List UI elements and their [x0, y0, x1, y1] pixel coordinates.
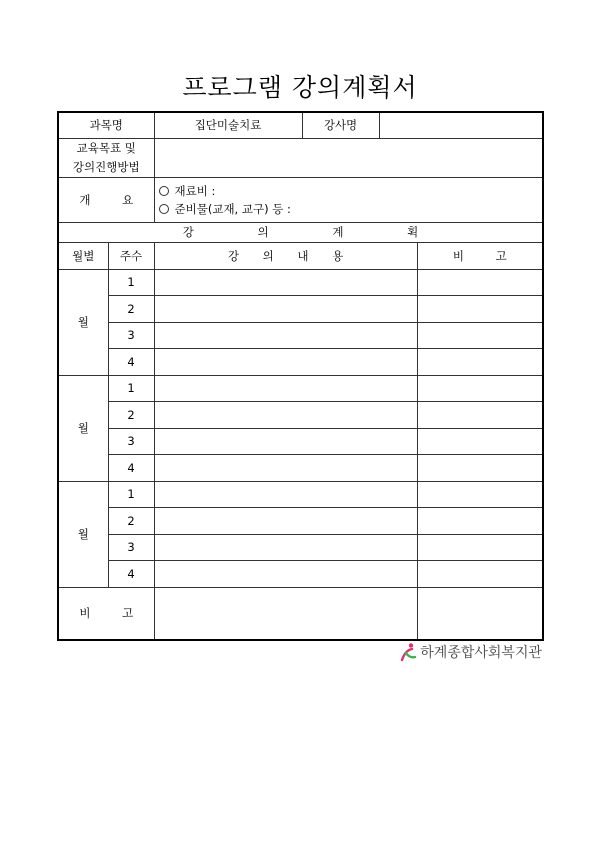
lecture-plan-form — [57, 111, 544, 641]
col-content-header: 강 의 내 용 — [154, 242, 417, 269]
objective-label — [58, 138, 154, 177]
remarks-cell[interactable] — [417, 296, 543, 323]
content-cell[interactable] — [154, 481, 417, 508]
instructor-label: 강사명 — [302, 112, 379, 138]
remarks-cell[interactable] — [417, 269, 543, 296]
overview-item: 재료비 : — [155, 182, 543, 200]
footer-remarks-label: 비 고 — [58, 587, 154, 640]
week-number: 2 — [108, 508, 154, 535]
content-cell[interactable] — [154, 561, 417, 588]
col-month-header: 월별 — [58, 242, 108, 269]
month-cell[interactable]: 월 — [58, 269, 108, 375]
remarks-cell[interactable] — [417, 508, 543, 535]
subject-label: 과목명 — [58, 112, 154, 138]
week-number: 1 — [108, 269, 154, 296]
circle-bullet-icon — [159, 204, 169, 214]
week-number: 3 — [108, 428, 154, 455]
overview-label: 개 요 — [58, 177, 154, 222]
overview-value[interactable] — [154, 177, 543, 222]
week-number: 4 — [108, 561, 154, 588]
content-cell[interactable] — [154, 428, 417, 455]
content-cell[interactable] — [154, 269, 417, 296]
remarks-cell[interactable] — [417, 402, 543, 429]
week-number: 3 — [108, 322, 154, 349]
content-cell[interactable] — [154, 402, 417, 429]
content-cell[interactable] — [154, 534, 417, 561]
remarks-cell[interactable] — [417, 375, 543, 402]
remarks-cell[interactable] — [417, 349, 543, 376]
week-number: 2 — [108, 402, 154, 429]
remarks-cell[interactable] — [417, 481, 543, 508]
week-number: 1 — [108, 375, 154, 402]
plan-header: 강 의 계 획 — [58, 222, 543, 242]
objective-label-line1: 교육목표 및 — [76, 141, 136, 155]
col-remarks-header: 비 고 — [417, 242, 543, 269]
remarks-cell[interactable] — [417, 455, 543, 482]
footer-remarks-content[interactable] — [154, 587, 417, 640]
week-number: 3 — [108, 534, 154, 561]
content-cell[interactable] — [154, 455, 417, 482]
subject-value[interactable]: 집단미술치료 — [154, 112, 302, 138]
footer-remarks-side[interactable] — [417, 587, 543, 640]
remarks-cell[interactable] — [417, 534, 543, 561]
organization-logo — [398, 642, 542, 662]
week-number: 4 — [108, 349, 154, 376]
page-title: 프로그램 강의계획서 — [182, 73, 418, 102]
week-number: 1 — [108, 481, 154, 508]
overview-item: 준비물(교재, 교구) 등 : — [155, 200, 543, 218]
week-number: 4 — [108, 455, 154, 482]
remarks-cell[interactable] — [417, 561, 543, 588]
organization-name: 하계종합사회복지관 — [420, 645, 542, 661]
instructor-value[interactable] — [379, 112, 543, 138]
circle-bullet-icon — [159, 186, 169, 196]
week-number: 2 — [108, 296, 154, 323]
content-cell[interactable] — [154, 296, 417, 323]
col-week-header: 주수 — [108, 242, 154, 269]
content-cell[interactable] — [154, 349, 417, 376]
objective-label-line2: 강의진행방법 — [72, 160, 140, 174]
objective-value[interactable] — [154, 138, 543, 177]
content-cell[interactable] — [154, 322, 417, 349]
month-cell[interactable]: 월 — [58, 481, 108, 587]
remarks-cell[interactable] — [417, 428, 543, 455]
content-cell[interactable] — [154, 375, 417, 402]
figure-logo-icon — [398, 642, 418, 662]
content-cell[interactable] — [154, 508, 417, 535]
month-cell[interactable]: 월 — [58, 375, 108, 481]
remarks-cell[interactable] — [417, 322, 543, 349]
